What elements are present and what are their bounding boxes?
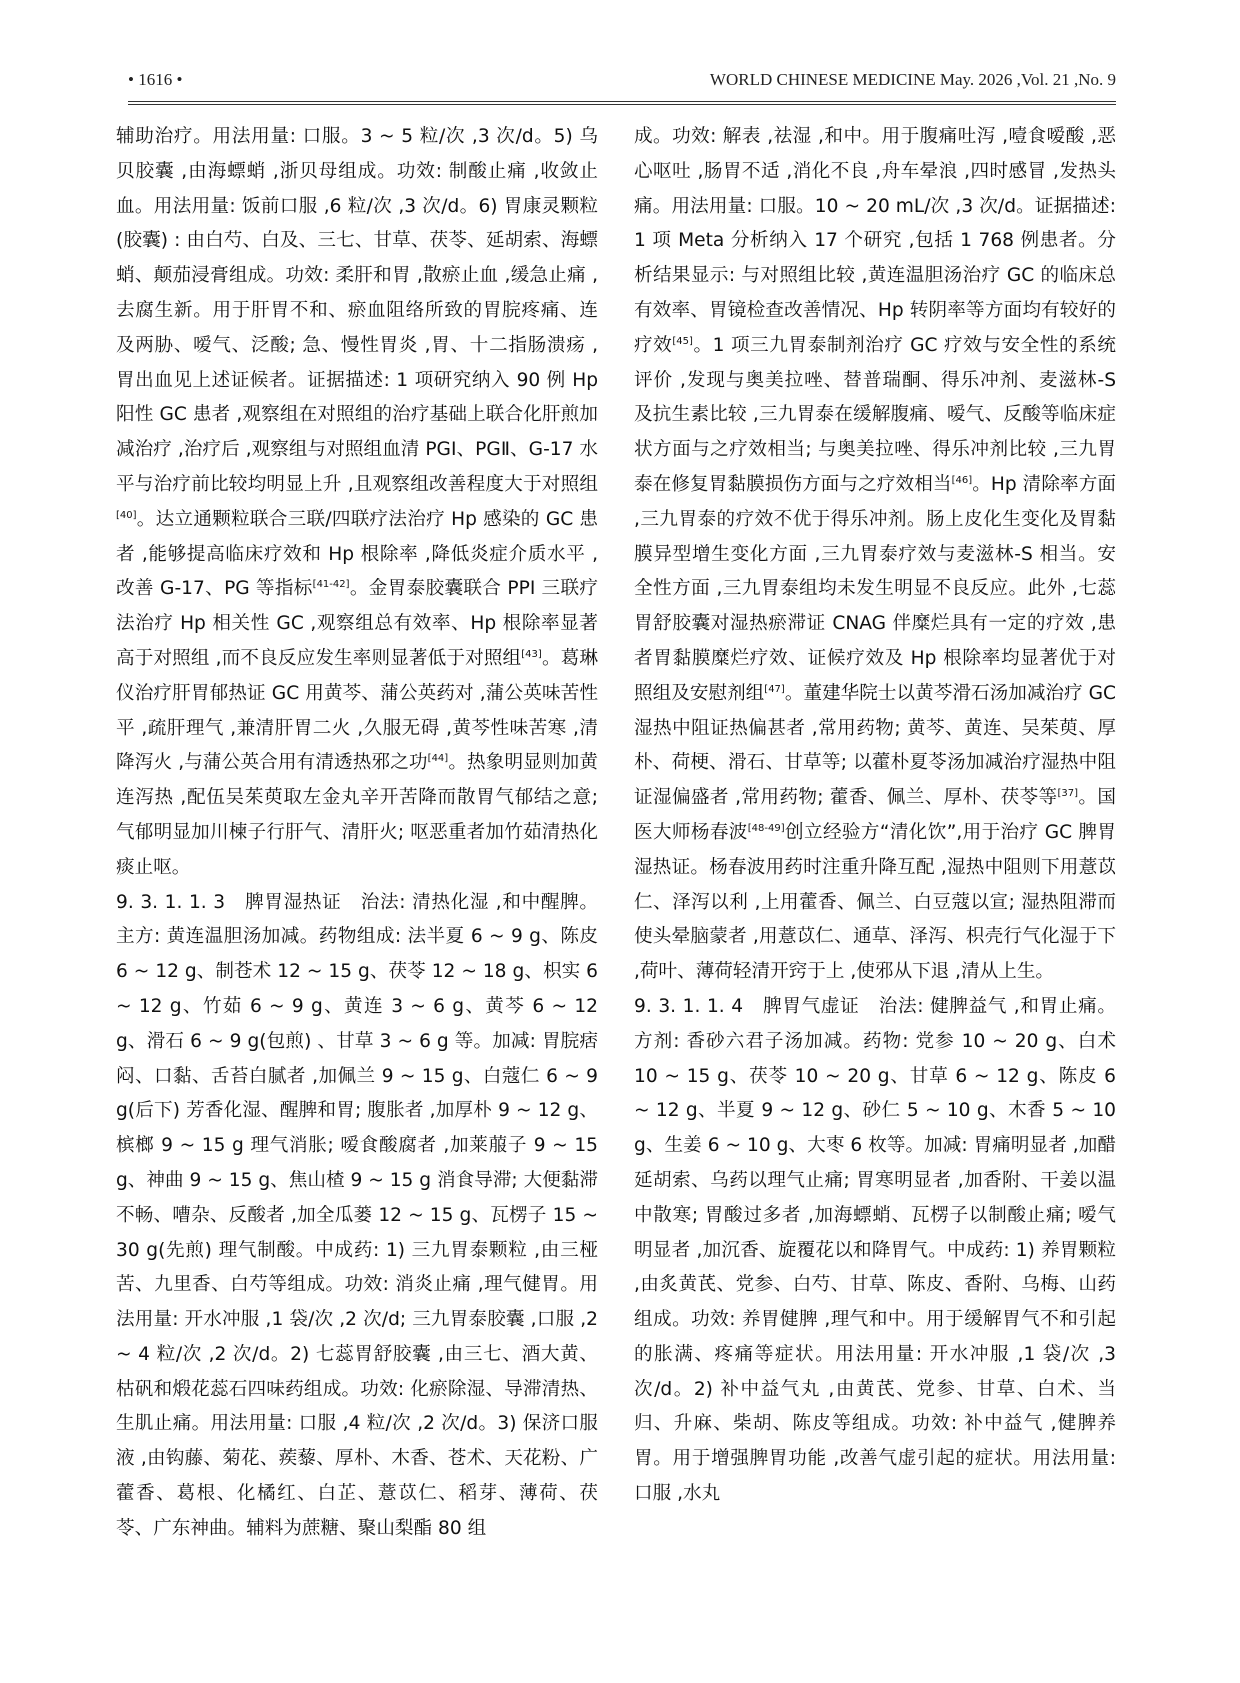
citation-ref: [40] bbox=[116, 509, 137, 521]
citation-ref: [45] bbox=[672, 335, 693, 347]
right-column bbox=[634, 120, 1116, 1512]
citation-ref: [47] bbox=[764, 683, 785, 695]
paragraph-text: 成。功效: 解表 ,祛湿 ,和中。用于腹痛吐泻 ,噎食嗳酸 ,恶心呕吐 ,肠胃不适 ,消化不良 ,舟车晕浪 ,四时感冒 ,发热头痛。用法用量: 口服。10 ~ 20 mL/次 ,3 次/d。证据描述: 1 项 Meta 分析纳入 17 个研究 ,包括 1 768 例患者。分析结果显示: 与对照组比较 ,黄连温胆汤治疗 GC 的临床总有效率、胃镜检查改善情况、Hp 转阴率等方面均有较好的疗效 bbox=[634, 126, 1116, 356]
running-header bbox=[128, 70, 1116, 98]
citation-ref: [41-42] bbox=[312, 579, 350, 591]
paragraph-text: 。Hp 清除率方面 ,三九胃泰的疗效不优于得乐冲剂。肠上皮化生变化及胃黏膜异型增生变化方面 ,三九胃泰疗效与麦滋林-S 相当。安全性方面 ,三九胃泰组均未发生明显不良反应。此外 ,七蕊胃舒胶囊对湿热瘀滞证 CNAG 伴糜烂具有一定的疗效 ,患者胃黏膜糜烂疗效、证候疗效及 Hp 根除率均显著优于对照组及安慰剂组 bbox=[634, 473, 1116, 704]
header-rule-top bbox=[128, 101, 1116, 102]
section-paragraph bbox=[634, 990, 1116, 1512]
paragraph-text: 。达立通颗粒联合三联/四联疗法治疗 Hp 感染的 GC 患者 ,能够提高临床疗效和 Hp 根除率 ,降低炎症介质水平 ,改善 G-17、PG 等指标 bbox=[116, 508, 598, 600]
citation-ref: [43] bbox=[521, 648, 542, 660]
paragraph-text: 。热象明显则加黄连泻热 ,配伍吴茱萸取左金丸辛开苦降而散胃气郁结之意; 气郁明显加川楝子行肝气、清肝火; 呕恶重者加竹茹清热化痰止呕。 bbox=[116, 752, 598, 878]
paragraph-text: 。金胃泰胶囊联合 PPI 三联疗法治疗 Hp 相关性 GC ,观察组总有效率、Hp 根除率显著高于对照组 ,而不良反应发生率则显著低于对照组 bbox=[116, 578, 598, 669]
paragraph-text: 辅助治疗。用法用量: 口服。3 ~ 5 粒/次 ,3 次/d。5) 乌贝胶囊 ,由海螵蛸 ,浙贝母组成。功效: 制酸止痛 ,收敛止血。用法用量: 饭前口服 ,6 粒/次 ,3 次/d。6) 胃康灵颗粒(胶囊) : 由白芍、白及、三七、甘草、茯苓、延胡索、海螵蛸、颠茄浸膏组成。功效: 柔肝和胃 ,散瘀止血 ,缓急止痛 ,去腐生新。用于肝胃不和、瘀血阻络所致的胃脘疼痛、连及两胁、嗳气、泛酸; 急、慢性胃炎 ,胃、十二指肠溃疡 ,胃出血见上述证候者。证据描述: 1 项研究纳入 90 例 Hp 阳性 GC 患者 ,观察组在对照组的治疗基础上联合化肝煎加减治疗 ,治疗后 ,观察组与对照组血清 PGⅠ、PGⅡ、G-17 水平与治疗前比较均明显上升 ,且观察组改善程度大于对照组 bbox=[116, 126, 598, 495]
citation-ref: [44] bbox=[427, 753, 449, 765]
paragraph-text: 。董建华院士以黄芩滑石汤加减治疗 GC 湿热中阻证热偏甚者 ,常用药物; 黄芩、黄连、吴茱萸、厚朴、荷梗、滑石、甘草等; 以藿朴夏苓汤加减治疗湿热中阻证湿偏盛者 ,常用药物; 藿香、佩兰、厚朴、茯苓等 bbox=[634, 682, 1116, 809]
body-paragraph bbox=[116, 120, 598, 886]
paragraph-text: 9. 3. 1. 1. 4 脾胃气虚证 治法: 健脾益气 ,和胃止痛。方剂: 香砂六君子汤加减。药物: 党参 10 ~ 20 g、白术 10 ~ 15 g、茯苓 10 ~ 20 g、甘草 6 ~ 12 g、陈皮 6 ~ 12 g、半夏 9 ~ 12 g、砂仁 5 ~ 10 g、木香 5 ~ 10 g、生姜 6 ~ 10 g、大枣 6 枚等。加减: 胃痛明显者 ,加醋延胡索、乌药以理气止痛; 胃寒明显者 ,加香附、干姜以温中散寒; 胃酸过多者 ,加海螵蛸、瓦楞子以制酸止痛; 嗳气明显者 ,加沉香、旋覆花以和降胃气。中成药: 1) 养胃颗粒 ,由炙黄芪、党参、白芍、甘草、陈皮、香附、乌梅、山药组成。功效: 养胃健脾 ,理气和中。用于缓解胃气不和引起的胀满、疼痛等症状。用法用量: 开水冲服 ,1 袋/次 ,3 次/d。2) 补中益气丸 ,由黄芪、党参、甘草、白术、当归、升麻、柴胡、陈皮等组成。功效: 补中益气 ,健脾养胃。用于增强脾胃功能 ,改善气虚引起的症状。用法用量: 口服 ,水丸 bbox=[634, 995, 1116, 1505]
page-number: • 1616 • bbox=[128, 70, 183, 89]
left-column bbox=[116, 120, 598, 1547]
paragraph-text: 。葛琳仪治疗肝胃郁热证 GC 用黄芩、蒲公英药对 ,蒲公英味苦性平 ,疏肝理气 ,兼清肝胃二火 ,久服无碍 ,黄芩性味苦寒 ,清降泻火 ,与蒲公英合用有清透热邪之功 bbox=[116, 647, 598, 774]
body-paragraph bbox=[634, 120, 1116, 990]
paragraph-text: 。国医大师杨春波 bbox=[634, 787, 1116, 843]
header-rule-bottom bbox=[128, 104, 1116, 105]
paragraph-text: 9. 3. 1. 1. 3 脾胃湿热证 治法: 清热化湿 ,和中醒脾。主方: 黄连温胆汤加减。药物组成: 法半夏 6 ~ 9 g、陈皮 6 ~ 12 g、制苍术 12 ~ 15 g、茯苓 12 ~ 18 g、枳实 6 ~ 12 g、竹茹 6 ~ 9 g、黄连 3 ~ 6 g、黄芩 6 ~ 12 g、滑石 6 ~ 9 g(包煎) 、甘草 3 ~ 6 g 等。加减: 胃脘痞闷、口黏、舌苔白腻者 ,加佩兰 9 ~ 15 g、白蔻仁 6 ~ 9 g(后下) 芳香化湿、醒脾和胃; 腹胀者 ,加厚朴 9 ~ 12 g、槟榔 9 ~ 15 g 理气消胀; 嗳食酸腐者 ,加莱菔子 9 ~ 15 g、神曲 9 ~ 15 g、焦山楂 9 ~ 15 g 消食导滞; 大便黏滞不畅、嘈杂、反酸者 ,加全瓜蒌 12 ~ 15 g、瓦楞子 15 ~ 30 g(先煎) 理气制酸。中成药: 1) 三九胃泰颗粒 ,由三桠苦、九里香、白芍等组成。功效: 消炎止痛 ,理气健胃。用法用量: 开水冲服 ,1 袋/次 ,2 次/d; 三九胃泰胶囊 ,口服 ,2 ~ 4 粒/次 ,2 次/d。2) 七蕊胃舒胶囊 ,由三七、酒大黄、枯矾和煅花蕊石四味药组成。功效: 化瘀除湿、导滞清热、生肌止痛。用法用量: 口服 ,4 粒/次 ,2 次/d。3) 保济口服液 ,由钩藤、菊花、蒺藜、厚朴、木香、苍术、天花粉、广藿香、葛根、化橘红、白芷、薏苡仁、稻芽、薄荷、茯苓、广东神曲。辅料为蔗糖、聚山梨酯 80 组 bbox=[116, 891, 598, 1539]
citation-ref: [46] bbox=[951, 474, 973, 486]
journal-info: WORLD CHINESE MEDICINE May. 2026 ,Vol. 21 ,No. 9 bbox=[709, 70, 1116, 89]
citation-ref: [37] bbox=[1057, 787, 1079, 799]
paragraph-text: 创立经验方“清化饮”,用于治疗 GC 脾胃湿热证。杨春波用药时注重升降互配 ,湿热中阻则下用薏苡仁、泽泻以利 ,上用藿香、佩兰、白豆蔻以宣; 湿热阻滞而使头晕脑蒙者 ,用薏苡仁、通草、泽泻、枳壳行气化湿于下 ,荷叶、薄荷轻清开窍于上 ,使邪从下退 ,清从上生。 bbox=[634, 821, 1116, 983]
citation-ref: [48-49] bbox=[747, 822, 785, 834]
section-paragraph bbox=[116, 886, 598, 1547]
paragraph-text: 。1 项三九胃泰制剂治疗 GC 疗效与安全性的系统评价 ,发现与奥美拉唑、替普瑞酮、得乐冲剂、麦滋林-S 及抗生素比较 ,三九胃泰在缓解腹痛、嗳气、反酸等临床症状方面与之疗效相当; 与奥美拉唑、得乐冲剂比较 ,三九胃泰在修复胃黏膜损伤方面与之疗效相当 bbox=[634, 334, 1116, 495]
